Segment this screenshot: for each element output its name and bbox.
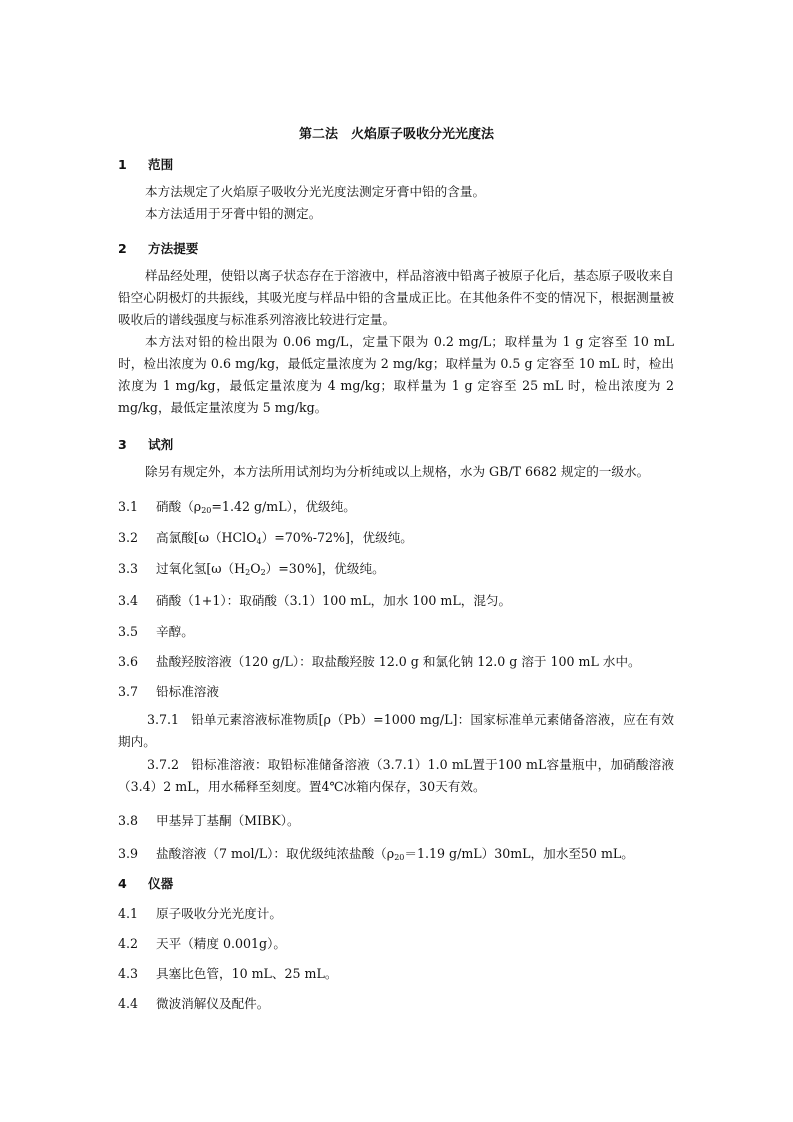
section-title: 方法提要	[148, 241, 199, 256]
item-number: 3.3	[118, 561, 139, 576]
subscript: 4	[256, 537, 262, 546]
section-heading-reagents	[118, 436, 173, 454]
subscript: 20	[394, 853, 405, 862]
item-text: ）=70%-72%]，优级纯。	[261, 530, 413, 545]
paragraph: 本方法适用于牙膏中铅的测定。	[145, 206, 322, 221]
item-number: 3.2	[118, 530, 139, 545]
list-item	[118, 498, 356, 516]
item-text: 铅单元素溶液标准物质[ρ（Pb）=1000 mg/L]：国家标准单元素储备溶液，应在有效期内。	[118, 712, 674, 749]
section-title: 仪器	[148, 876, 174, 891]
list-item	[118, 905, 282, 923]
item-number: 4.4	[118, 996, 139, 1011]
item-number: 3.7.2	[147, 757, 180, 772]
subscript: 2	[245, 568, 251, 577]
subscript: 20	[201, 506, 212, 515]
list-item	[118, 935, 286, 953]
paragraph: 样品经处理，使铅以离子状态存在于溶液中，样品溶液中铅离子被原子化后，基态原子吸收来自铅空心阴极灯的共振线，其吸光度与样品中铅的含量成正比。在其他条件不变的情况下，根据测量被吸收后的谱线强度与标准系列溶液比较进行定量。	[118, 268, 674, 327]
page-title: 第二法 火焰原子吸收分光光度法	[298, 127, 494, 142]
item-text: 天平（精度 0.001g）。	[156, 936, 286, 951]
subscript: 2	[260, 568, 266, 577]
item-text: 硝酸（1+1）：取硝酸（3.1）100 mL，加水 100 mL，混匀。	[156, 593, 512, 608]
list-item	[118, 653, 641, 671]
item-number: 4.3	[118, 966, 139, 981]
list-item	[118, 812, 300, 830]
item-number: 3.5	[118, 624, 139, 639]
item-text: ）=30%]，优级纯。	[265, 561, 385, 576]
item-number: 3.4	[118, 593, 139, 608]
item-number: 4.1	[118, 906, 139, 921]
list-item	[118, 592, 511, 610]
section-heading-instruments	[118, 875, 173, 893]
section-title: 试剂	[148, 437, 174, 452]
list-item	[118, 560, 385, 578]
item-text: 铅标准溶液	[156, 684, 219, 699]
list-item	[118, 845, 634, 863]
item-text: 过氧化氢[ω（H	[156, 561, 246, 576]
item-text: 盐酸溶液（7 mol/L）：取优级纯浓盐酸（ρ	[156, 846, 395, 861]
section-heading-scope	[118, 156, 173, 174]
item-text: 铅标准溶液：取铅标准储备溶液（3.7.1）1.0 mL置于100 mL容量瓶中，加硝酸溶液（3.4）2 mL，用水稀释至刻度。置4℃冰箱内保存，30天有效。	[118, 757, 674, 794]
item-number: 3.8	[118, 813, 139, 828]
paragraph: 本方法对铅的检出限为 0.06 mg/L，定量下限为 0.2 mg/L；取样量为 1 g 定容至 10 mL 时，检出浓度为 0.6 mg/kg，最低定量浓度为 2 mg/kg；取样量为 0.5 g 定容至 10 mL 时，检出浓度为 1 mg/kg，最低定量浓度为 4 mg/kg；取样量为 1 g 定容至 25 mL 时，检出浓度为 2 mg/kg，最低定量浓度为 5 mg/kg。	[118, 334, 674, 415]
item-text: 原子吸收分光光度计。	[156, 906, 282, 921]
item-text: 硝酸（ρ	[156, 499, 202, 514]
list-item	[118, 529, 413, 547]
list-item	[118, 995, 269, 1013]
item-number: 3.1	[118, 499, 139, 514]
item-text: ＝1.19 g/mL）30mL，加水至50 mL。	[404, 846, 634, 861]
paragraph: 除另有规定外，本方法所用试剂均为分析纯或以上规格，水为 GB/T 6682 规定的一级水。	[145, 464, 650, 479]
item-number: 4.2	[118, 936, 139, 951]
subitem-paragraph	[118, 709, 674, 753]
item-text: 微波消解仪及配件。	[156, 996, 270, 1011]
item-text: 辛醇。	[156, 624, 194, 639]
section-number: 1	[118, 157, 127, 172]
item-text: 盐酸羟胺溶液（120 g/L）：取盐酸羟胺 12.0 g 和氯化钠 12.0 g 溶于 100 mL 水中。	[156, 654, 641, 669]
subitem-paragraph	[118, 754, 674, 798]
item-text: O	[250, 561, 261, 576]
list-item	[118, 965, 337, 983]
item-number: 3.7.1	[147, 712, 180, 727]
section-number: 4	[118, 876, 127, 891]
paragraph: 本方法规定了火焰原子吸收分光光度法测定牙膏中铅的含量。	[145, 184, 486, 199]
section-number: 2	[118, 241, 127, 256]
list-item	[118, 623, 194, 641]
list-item	[118, 683, 219, 701]
section-number: 3	[118, 437, 127, 452]
item-number: 3.7	[118, 684, 139, 699]
item-text: =1.42 g/mL），优级纯。	[211, 499, 356, 514]
section-title: 范围	[148, 157, 174, 172]
item-number: 3.9	[118, 846, 139, 861]
item-text: 具塞比色管，10 mL、25 mL。	[156, 966, 338, 981]
section-heading-principle	[118, 240, 198, 258]
item-text: 高氯酸[ω（HClO	[156, 530, 257, 545]
item-text: 甲基异丁基酮（MIBK）。	[156, 813, 300, 828]
item-number: 3.6	[118, 654, 139, 669]
